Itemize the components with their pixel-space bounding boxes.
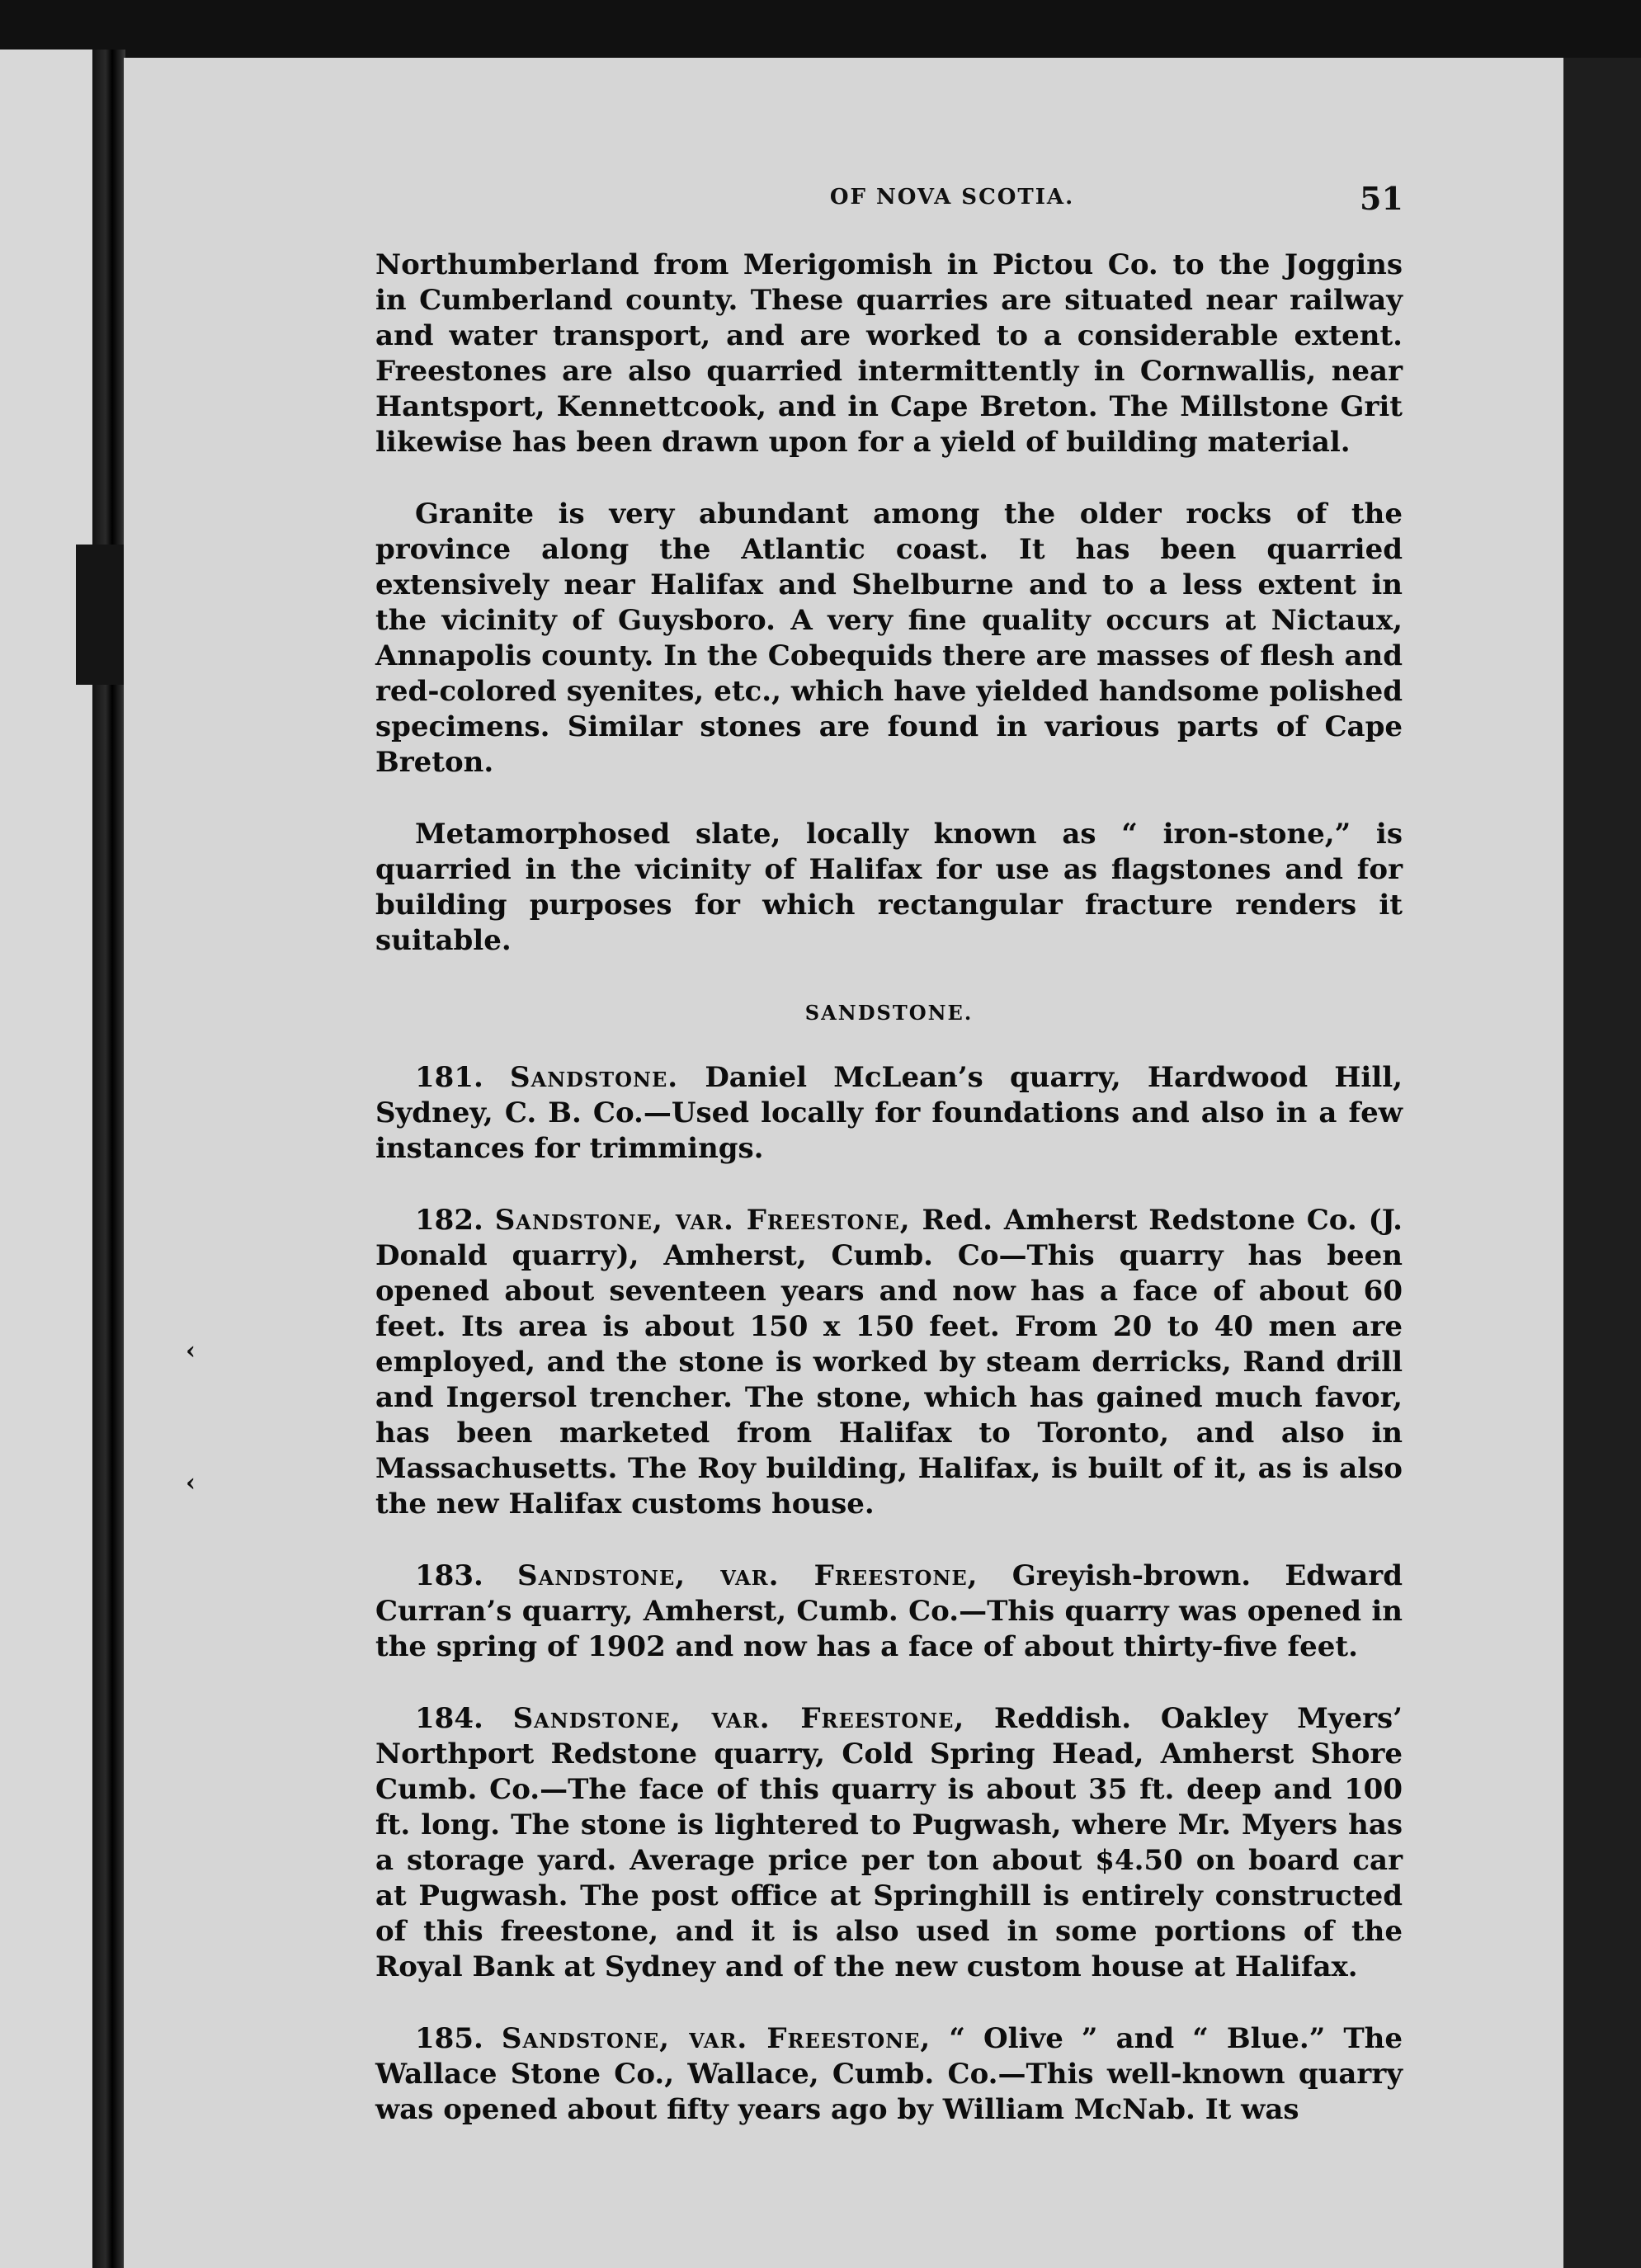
page-body [375, 248, 1403, 2164]
margin-mark: ‹ [186, 1337, 196, 1365]
entry-text: Daniel McLean’s quarry, Hardwood Hill, Sydney, C. B. Co.—Used locally for foundations and also in a few instances for trimmings. [375, 1061, 1403, 1165]
paragraph: Northumberland from Merigomish in Pictou Co. to the Joggins in Cumberland county. These quarries are situated near railway and water transport, and are worked to a considerable extent. Freestones are also quarried intermittently in Cornwallis, near Hantsport, Kennettcook, and in Cape Breton. The Millstone Grit likewise has been drawn upon for a yield of building material. [375, 248, 1403, 459]
entry-number: 182. [415, 1204, 483, 1237]
section-heading: SANDSTONE. [804, 1001, 974, 1025]
entry-number: 181. [415, 1061, 483, 1094]
entry-name: Sandstone, var. Freestone, [501, 2022, 931, 2055]
entry-number: 184. [415, 1702, 483, 1735]
paragraph: Metamorphosed slate, locally known as “ iron-stone,” is quarried in the vicinity of Halifax for use as flagstones and for building purposes for which rectangular fracture renders it suitable. [375, 818, 1403, 957]
entry-name: Sandstone, var. Freestone, [494, 1204, 911, 1237]
book-gutter [92, 50, 125, 2268]
page-number: 51 [1360, 180, 1403, 217]
running-head [124, 180, 1563, 218]
facing-page-edge [0, 50, 92, 2268]
entry-name: Sandstone, var. Freestone, [517, 1559, 978, 1592]
paragraph: Granite is very abundant among the older rocks of the province along the Atlantic coast. It has been quarried extensively near Halifax and Shelburne and to a less extent in the vicinity of Guysboro. A very fine quality occurs at Nictaux, Annapolis county. In the Cobequids there are masses of flesh and red-colored syenites, etc., which have yielded handsome polished specimens. Similar stones are found in various parts of Cape Breton. [375, 497, 1403, 779]
catalogue-entry [375, 1558, 1403, 1665]
catalogue-entry [375, 1701, 1403, 1985]
entry-text: Reddish. Oakley Myers’ Northport Redstone quarry, Cold Spring Head, Amherst Shore Cumb. Co.—The face of this quarry is about 35 ft. deep and 100 ft. long. The stone is lightered to Pugwash, where Mr. Myers has a storage yard. Average price per ton about $4.50 on board car at Pugwash. The post office at Springhill is entirely constructed of this freestone, and it is also used in some portions of the Royal Bank at Sydney and of the new custom house at Halifax. [375, 1702, 1403, 1983]
entry-text: “ Olive ” and “ Blue.” The Wallace Stone Co., Wallace, Cumb. Co.—This well-known quarry was opened about fifty years ago by William McNab. It was [375, 2022, 1403, 2126]
entry-name: Sandstone, var. Freestone, [512, 1702, 965, 1735]
entry-name: Sandstone. [510, 1061, 679, 1094]
margin-mark: ‹ [186, 1469, 196, 1497]
entry-number: 183. [415, 1559, 483, 1592]
entry-number: 185. [415, 2022, 483, 2055]
scan-border-top [0, 0, 1641, 66]
entry-text: Greyish-brown. Edward Curran’s quarry, Amherst, Cumb. Co.—This quarry was opened in the spring of 1902 and now has a face of about thirty-five feet. [375, 1559, 1403, 1663]
catalogue-entry [375, 2021, 1403, 2128]
running-title: OF NOVA SCOTIA. [829, 185, 1075, 210]
scan-border-right [1563, 58, 1641, 2268]
catalogue-entry [375, 1203, 1403, 1522]
catalogue-entry [375, 1060, 1403, 1167]
entry-text: Red. Amherst Redstone Co. (J. Donald quarry), Amherst, Cumb. Co—This quarry has been opened about seventeen years and now has a face of about 60 feet. Its area is about 150 x 150 feet. From 20 to 40 men are employed, and the stone is worked by steam derricks, Rand drill and Ingersol trencher. The stone, which has gained much favor, has been marketed from Halifax to Toronto, and also in Massachusetts. The Roy building, Halifax, is built of it, as is also the new Halifax customs house. [375, 1204, 1403, 1521]
